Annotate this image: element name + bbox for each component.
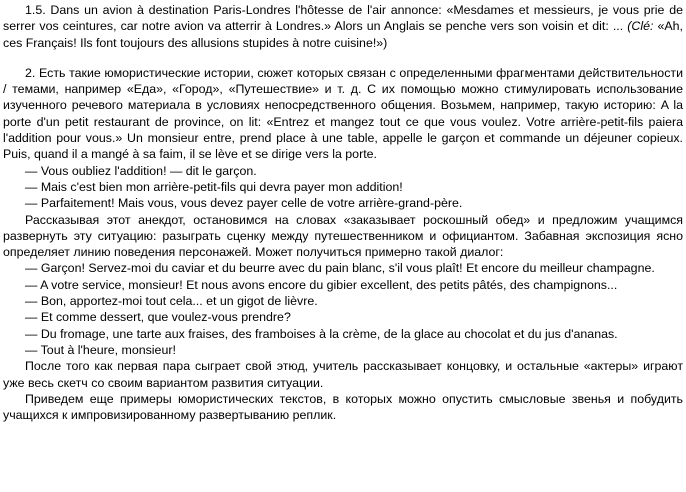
dialog-line-4: — Garçon! Servez-moi du caviar et du beurre avec du pain blanc, s'il vous plaît! Et encore du meilleur champagne. — [25, 261, 655, 276]
dialog-line-6: — Bon, apportez-moi tout cela... et un gigot de lièvre. — [25, 294, 318, 309]
key-label: (Clé: — [627, 19, 654, 34]
paragraph-more-examples: Приведем еще примеры юмористических текстов, в которых можно опустить смысловые звенья и побудить учащихся к импровизированному развертыванию реплик. — [3, 391, 683, 423]
dialog-line-8: — Du fromage, une tarte aux fraises, des framboises à la crème, de la glace au chocolat et du jus d'ananas. — [25, 326, 618, 341]
dialog-line-2: — Mais c'est bien mon arrière-petit-fils qui devra payer mon addition! — [25, 179, 403, 194]
paragraph-ending: После того как первая пара сыграет свой этюд, учитель рассказывает концовку, и остальные «актеры» играют уже весь скетч со своим вариантом развития ситуации. — [3, 359, 683, 390]
paragraph-example-1-5 — [3, 2, 683, 51]
dialog-line-3: — Parfaitement! Mais vous, vous devez payer celle de votre arrière-grand-père. — [25, 196, 463, 211]
dialog-line-9: — Tout à l'heure, monsieur! — [25, 342, 176, 357]
paragraph-section-2: 2. Есть такие юмористические истории, сюжет которых связан с определенными фрагментами действительности / темами, например «Еда», «Город», «Путешествие» и т. д. С их помощью можно стимулировать использование изученного речевого материала в условиях непосредственного общения. Возьмем, например, такую историю: A la porte d'un petit restaurant de province, on lit: «Entrez et mangez tout ce que vous voulez. Votre arrière-petit-fils paiera l'addition pour vous.» Un monsieur entre, prend place à une table, appelle le garçon et commande un déjeuner copieux. Puis, quand il a mangé à sa faim, il se lève et se dirige vers la porte. — [3, 65, 683, 162]
dialog-line-1: — Vous oubliez l'addition! — dit le garçon. — [25, 163, 257, 178]
dialog-line-5: — A votre service, monsieur! Et nous avons encore du gibier excellent, des petits pâtés, des champignons... — [25, 277, 618, 292]
paragraph-1-tail: «Ah, ces Français! Ils font toujours des allusions stupides à notre cuisine!») — [3, 19, 683, 50]
paragraph-1-lead: 1.5. Dans un avion à destination Paris-Londres l'hôtesse de l'air annonce: «Mesdames et messieurs, je vous prie de serrer vos ceintures, car notre avion va atterrir à Londres.» Alors un Anglais se penche vers son voisin et dit: ... — [3, 3, 683, 34]
paragraph-gap — [3, 51, 683, 65]
paragraph-anecdote-analysis: Рассказывая этот анекдот, остановимся на словах «заказывает роскошный обед» и предложим учащимся развернуть эту ситуацию: разыграть сценку между путешественником и официантом. Забавная экспозиция ясно определяет линию поведения персонажей. Может получиться примерно такой диалог: — [3, 212, 683, 260]
dialog-line-7: — Et comme dessert, que voulez-vous prendre? — [25, 310, 291, 325]
